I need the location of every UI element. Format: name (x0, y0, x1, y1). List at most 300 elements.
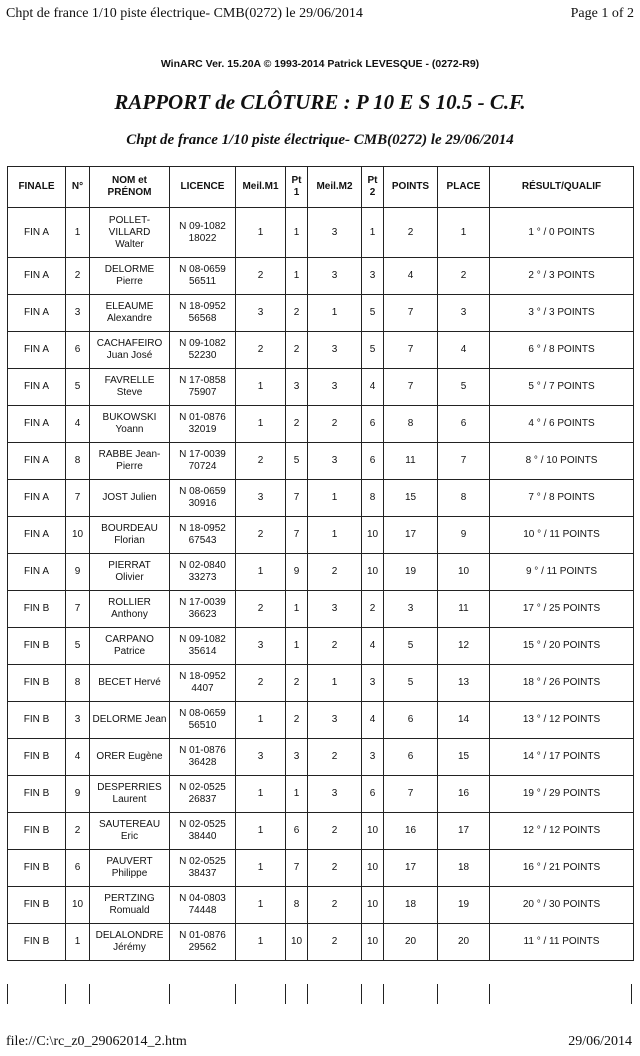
table-row (8, 665, 634, 702)
cell-name (90, 776, 170, 813)
col-header-pt2 (362, 167, 384, 208)
cell-result: 1 ° / 0 POINTS (490, 208, 634, 258)
table-header-row (8, 167, 634, 208)
cell-meil-m1: 2 (236, 591, 286, 628)
cell-licence (170, 406, 236, 443)
col-header-name-line2: PRÉNOM (107, 187, 152, 198)
cell-name (90, 850, 170, 887)
cell-licence-line: N 09-1082 (179, 338, 226, 349)
cell-licence (170, 208, 236, 258)
cell-pt1: 1 (286, 208, 308, 258)
cell-licence (170, 628, 236, 665)
cell-licence-line: 33273 (188, 572, 217, 583)
cell-points: 7 (384, 369, 438, 406)
cell-place: 5 (438, 369, 490, 406)
cell-pt2: 4 (362, 628, 384, 665)
cell-licence (170, 258, 236, 295)
cell-result: 14 ° / 17 POINTS (490, 739, 634, 776)
cell-meil-m1: 1 (236, 850, 286, 887)
cell-number: 8 (66, 443, 90, 480)
cell-meil-m1: 1 (236, 813, 286, 850)
cell-meil-m2: 3 (308, 702, 362, 739)
cell-number: 4 (66, 406, 90, 443)
report-title: RAPPORT de CLÔTURE : P 10 E S 10.5 - C.F. (114, 90, 526, 114)
cell-place: 18 (438, 850, 490, 887)
cell-licence (170, 517, 236, 554)
cell-pt2: 10 (362, 850, 384, 887)
cell-licence (170, 332, 236, 369)
cell-licence (170, 480, 236, 517)
cell-place: 12 (438, 628, 490, 665)
cell-name-line: PAUVERT (106, 856, 153, 867)
cell-result: 17 ° / 25 POINTS (490, 591, 634, 628)
cell-number: 5 (66, 369, 90, 406)
cell-name-line: Olivier (115, 572, 144, 583)
cell-meil-m2: 2 (308, 739, 362, 776)
cell-meil-m2: 2 (308, 554, 362, 591)
cell-points: 20 (384, 924, 438, 961)
cell-licence-line: N 02-0840 (179, 560, 226, 571)
cell-points: 18 (384, 887, 438, 924)
page-header-title: Chpt de france 1/10 piste électrique- CMB(0272) le 29/06/2014 (6, 6, 363, 21)
cell-licence-line: N 02-0525 (179, 782, 226, 793)
cell-name (90, 295, 170, 332)
table-row (8, 850, 634, 887)
cell-licence (170, 850, 236, 887)
cell-number: 6 (66, 850, 90, 887)
cell-licence-line: 56510 (188, 720, 217, 731)
cell-name-line: Walter (115, 238, 144, 250)
col-header-pt1 (286, 167, 308, 208)
cell-points: 17 (384, 517, 438, 554)
cell-meil-m2: 1 (308, 665, 362, 702)
cell-licence-line: 18022 (188, 232, 217, 244)
cell-result: 18 ° / 26 POINTS (490, 665, 634, 702)
cell-pt1: 9 (286, 554, 308, 591)
cell-licence-line: N 17-0039 (179, 597, 226, 608)
cell-result: 4 ° / 6 POINTS (490, 406, 634, 443)
cell-name-line: Eric (120, 831, 139, 842)
cell-licence-line: 36428 (188, 757, 217, 768)
cell-meil-m2: 3 (308, 332, 362, 369)
cell-place: 8 (438, 480, 490, 517)
cell-pt1: 1 (286, 591, 308, 628)
cell-result: 11 ° / 11 POINTS (490, 924, 634, 961)
cell-licence-line: N 17-0039 (179, 449, 226, 460)
col-header-number: N° (66, 167, 90, 208)
cell-result: 8 ° / 10 POINTS (490, 443, 634, 480)
cell-points: 8 (384, 406, 438, 443)
cell-finale: FIN A (8, 369, 66, 406)
cell-finale: FIN A (8, 480, 66, 517)
cell-licence-line: 4407 (191, 683, 214, 694)
cell-finale: FIN B (8, 665, 66, 702)
cell-result: 19 ° / 29 POINTS (490, 776, 634, 813)
cell-name-line: Romuald (109, 905, 150, 916)
cell-meil-m1: 2 (236, 665, 286, 702)
cell-points: 19 (384, 554, 438, 591)
cell-result: 6 ° / 8 POINTS (490, 332, 634, 369)
cell-name-line: Jérémy (113, 942, 146, 953)
cell-meil-m1: 1 (236, 369, 286, 406)
cell-meil-m1: 1 (236, 776, 286, 813)
cell-result: 5 ° / 7 POINTS (490, 369, 634, 406)
cell-pt1: 1 (286, 258, 308, 295)
cell-pt1: 8 (286, 887, 308, 924)
cell-licence (170, 813, 236, 850)
cell-points: 17 (384, 850, 438, 887)
cell-licence-line: N 18-0952 (179, 523, 226, 534)
cell-name-line: PERTZING (104, 893, 155, 904)
cell-number: 10 (66, 517, 90, 554)
cell-number: 3 (66, 702, 90, 739)
cell-licence-line: N 18-0952 (179, 671, 226, 682)
cell-meil-m1: 1 (236, 406, 286, 443)
cell-pt2: 5 (362, 332, 384, 369)
cell-pt1: 6 (286, 813, 308, 850)
cell-meil-m2: 3 (308, 443, 362, 480)
cell-points: 5 (384, 628, 438, 665)
cell-meil-m2: 3 (308, 369, 362, 406)
cell-number: 1 (66, 208, 90, 258)
cell-points: 7 (384, 776, 438, 813)
cell-name (90, 702, 170, 739)
cell-name-line: ORER Eugène (96, 751, 163, 762)
col-header-meil-m1: Meil.M1 (236, 167, 286, 208)
cell-licence-line: 67543 (188, 535, 217, 546)
cell-result: 13 ° / 12 POINTS (490, 702, 634, 739)
table-row (8, 208, 634, 258)
cell-name (90, 332, 170, 369)
cell-result: 7 ° / 8 POINTS (490, 480, 634, 517)
cell-name-line: BUKOWSKI (102, 412, 157, 423)
cell-licence-line: 70724 (188, 461, 217, 472)
cell-licence (170, 739, 236, 776)
cell-name-line: Steve (116, 387, 143, 398)
cell-meil-m2: 1 (308, 480, 362, 517)
cell-points: 15 (384, 480, 438, 517)
table-row (8, 554, 634, 591)
cell-licence-line: N 08-0659 (179, 486, 226, 497)
cell-pt2: 3 (362, 739, 384, 776)
cell-name-line: Yoann (115, 424, 144, 435)
cell-name (90, 591, 170, 628)
cell-licence (170, 591, 236, 628)
cell-name-line: CACHAFEIRO (96, 338, 163, 349)
cell-pt2: 10 (362, 887, 384, 924)
cell-licence-line: 29562 (188, 942, 217, 953)
cell-number: 6 (66, 332, 90, 369)
cell-points: 3 (384, 591, 438, 628)
col-header-pt1-b: 1 (293, 187, 300, 198)
cell-pt1: 7 (286, 480, 308, 517)
cell-result: 20 ° / 30 POINTS (490, 887, 634, 924)
cell-licence-line: 56511 (188, 276, 217, 287)
cell-place: 16 (438, 776, 490, 813)
table-row (8, 887, 634, 924)
cell-pt1: 5 (286, 443, 308, 480)
cell-meil-m1: 1 (236, 208, 286, 258)
cell-name (90, 369, 170, 406)
cell-name-line: POLLET- (108, 214, 151, 226)
cell-finale: FIN A (8, 208, 66, 258)
cell-name (90, 258, 170, 295)
table-row (8, 480, 634, 517)
cell-pt2: 3 (362, 258, 384, 295)
cell-name-line: RABBE Jean- (98, 449, 161, 460)
cell-meil-m2: 2 (308, 813, 362, 850)
cell-name (90, 517, 170, 554)
cell-name (90, 480, 170, 517)
cell-number: 2 (66, 258, 90, 295)
cell-finale: FIN B (8, 924, 66, 961)
cell-meil-m1: 1 (236, 554, 286, 591)
cell-licence-line: 74448 (188, 905, 217, 916)
cell-finale: FIN A (8, 332, 66, 369)
cell-finale: FIN A (8, 258, 66, 295)
table-row (8, 369, 634, 406)
cell-meil-m2: 1 (308, 295, 362, 332)
cell-place: 9 (438, 517, 490, 554)
results-table (7, 166, 634, 961)
cell-licence (170, 776, 236, 813)
page-number: Page 1 of 2 (570, 6, 634, 21)
cell-name-line: DESPERRIES (97, 782, 162, 793)
table-row (8, 591, 634, 628)
cell-number: 9 (66, 776, 90, 813)
cell-points: 11 (384, 443, 438, 480)
cell-pt2: 10 (362, 924, 384, 961)
cell-points: 5 (384, 665, 438, 702)
col-header-pt2-b: 2 (369, 187, 376, 198)
cell-number: 1 (66, 924, 90, 961)
cell-meil-m2: 2 (308, 850, 362, 887)
cell-place: 3 (438, 295, 490, 332)
cell-name (90, 443, 170, 480)
table-row (8, 628, 634, 665)
table-row (8, 295, 634, 332)
cell-number: 3 (66, 295, 90, 332)
cell-result: 15 ° / 20 POINTS (490, 628, 634, 665)
cell-place: 11 (438, 591, 490, 628)
cell-place: 7 (438, 443, 490, 480)
cell-finale: FIN A (8, 406, 66, 443)
cell-name-line: Pierre (116, 276, 143, 287)
cell-pt1: 2 (286, 332, 308, 369)
cell-finale: FIN A (8, 554, 66, 591)
cell-pt1: 2 (286, 702, 308, 739)
cell-meil-m1: 2 (236, 517, 286, 554)
cell-number: 5 (66, 628, 90, 665)
cell-meil-m1: 1 (236, 924, 286, 961)
cell-meil-m2: 3 (308, 258, 362, 295)
cell-licence-line: N 08-0659 (179, 708, 226, 719)
cell-place: 4 (438, 332, 490, 369)
cell-pt2: 10 (362, 554, 384, 591)
cell-licence-line: N 02-0525 (179, 819, 226, 830)
cell-meil-m1: 3 (236, 739, 286, 776)
cell-licence-line: 38437 (188, 868, 217, 879)
cell-meil-m2: 1 (308, 517, 362, 554)
cell-finale: FIN B (8, 628, 66, 665)
cell-meil-m1: 2 (236, 443, 286, 480)
cell-licence-line: 38440 (188, 831, 217, 842)
cell-result: 12 ° / 12 POINTS (490, 813, 634, 850)
cell-licence-line: N 01-0876 (179, 412, 226, 423)
cell-finale: FIN A (8, 517, 66, 554)
cell-name-line: DELORME Jean (92, 714, 167, 725)
cell-name-line: Juan José (106, 350, 153, 361)
cell-pt1: 7 (286, 517, 308, 554)
cell-name-line: CARPANO (105, 634, 154, 645)
cell-licence-line: N 09-1082 (179, 634, 226, 645)
cell-points: 16 (384, 813, 438, 850)
cell-place: 17 (438, 813, 490, 850)
table-row (8, 924, 634, 961)
cell-pt2: 8 (362, 480, 384, 517)
table-row (8, 739, 634, 776)
col-header-place: PLACE (438, 167, 490, 208)
cell-meil-m2: 2 (308, 406, 362, 443)
cell-pt2: 5 (362, 295, 384, 332)
cell-meil-m2: 3 (308, 591, 362, 628)
page-footer-date: 29/06/2014 (568, 1034, 632, 1049)
cell-result: 2 ° / 3 POINTS (490, 258, 634, 295)
cell-pt2: 10 (362, 813, 384, 850)
table-row (8, 258, 634, 295)
cell-finale: FIN B (8, 887, 66, 924)
cell-number: 7 (66, 591, 90, 628)
cell-licence-line: N 04-0803 (179, 893, 226, 904)
col-header-pt1-a: Pt (291, 175, 302, 186)
cell-number: 9 (66, 554, 90, 591)
cell-licence (170, 554, 236, 591)
cell-meil-m1: 2 (236, 332, 286, 369)
cell-licence-line: 36623 (188, 609, 217, 620)
cell-licence (170, 924, 236, 961)
cell-place: 10 (438, 554, 490, 591)
cell-name (90, 924, 170, 961)
cell-finale: FIN B (8, 702, 66, 739)
col-header-meil-m2: Meil.M2 (308, 167, 362, 208)
cell-meil-m2: 2 (308, 887, 362, 924)
cell-points: 7 (384, 332, 438, 369)
cell-name-line: Philippe (111, 868, 148, 879)
cell-name-line: ELEAUME (105, 301, 154, 312)
cell-licence (170, 702, 236, 739)
cell-name-line: FAVRELLE (104, 375, 155, 386)
cell-licence-line: 26837 (188, 794, 217, 805)
cell-name (90, 554, 170, 591)
cell-points: 6 (384, 702, 438, 739)
cell-name-line: Patrice (113, 646, 146, 657)
table-row (8, 406, 634, 443)
table-continuation (7, 984, 633, 1004)
cell-pt1: 2 (286, 406, 308, 443)
col-header-name-line1: NOM et (112, 175, 147, 186)
cell-number: 7 (66, 480, 90, 517)
cell-result: 9 ° / 11 POINTS (490, 554, 634, 591)
cell-licence-line: N 17-0858 (179, 375, 226, 386)
cell-finale: FIN B (8, 850, 66, 887)
cell-finale: FIN B (8, 739, 66, 776)
cell-name (90, 665, 170, 702)
cell-place: 6 (438, 406, 490, 443)
cell-place: 13 (438, 665, 490, 702)
cell-finale: FIN A (8, 295, 66, 332)
cell-name (90, 739, 170, 776)
cell-licence-line: N 02-0525 (179, 856, 226, 867)
table-row (8, 702, 634, 739)
report-subtitle: Chpt de france 1/10 piste électrique- CMB(0272) le 29/06/2014 (126, 132, 514, 148)
cell-pt2: 10 (362, 517, 384, 554)
col-header-points: POINTS (384, 167, 438, 208)
cell-name-line: SAUTEREAU (98, 819, 161, 830)
cell-licence (170, 443, 236, 480)
table-row (8, 332, 634, 369)
cell-meil-m2: 3 (308, 776, 362, 813)
cell-result: 16 ° / 21 POINTS (490, 850, 634, 887)
cell-pt1: 10 (286, 924, 308, 961)
cell-licence-line: N 01-0876 (179, 930, 226, 941)
cell-result: 3 ° / 3 POINTS (490, 295, 634, 332)
cell-pt2: 4 (362, 369, 384, 406)
cell-finale: FIN B (8, 813, 66, 850)
table-row (8, 813, 634, 850)
cell-place: 15 (438, 739, 490, 776)
cell-place: 2 (438, 258, 490, 295)
cell-pt2: 1 (362, 208, 384, 258)
cell-pt1: 7 (286, 850, 308, 887)
cell-place: 19 (438, 887, 490, 924)
cell-name-line: Anthony (111, 609, 148, 620)
cell-licence (170, 665, 236, 702)
cell-licence-line: N 09-1082 (179, 220, 226, 232)
cell-finale: FIN B (8, 776, 66, 813)
cell-points: 2 (384, 208, 438, 258)
cell-pt1: 1 (286, 628, 308, 665)
cell-licence-line: N 01-0876 (179, 745, 226, 756)
cell-name-line: JOST Julien (102, 492, 157, 503)
cell-name (90, 208, 170, 258)
cell-meil-m2: 3 (308, 208, 362, 258)
cell-name (90, 628, 170, 665)
col-header-name (90, 167, 170, 208)
cell-name-line: Florian (114, 535, 145, 546)
cell-licence-line: 30916 (188, 498, 217, 509)
cell-meil-m2: 2 (308, 628, 362, 665)
cell-points: 7 (384, 295, 438, 332)
cell-pt2: 6 (362, 443, 384, 480)
cell-name-line: DELALONDRE (95, 930, 164, 941)
col-header-pt2-a: Pt (367, 175, 378, 186)
cell-place: 14 (438, 702, 490, 739)
cell-licence-line: 52230 (188, 350, 217, 361)
cell-number: 10 (66, 887, 90, 924)
cell-licence-line: 75907 (188, 387, 217, 398)
cell-points: 6 (384, 739, 438, 776)
cell-name-line: ROLLIER (108, 597, 151, 608)
cell-licence-line: N 08-0659 (179, 264, 226, 275)
cell-meil-m1: 2 (236, 258, 286, 295)
cell-meil-m2: 2 (308, 924, 362, 961)
cell-pt2: 2 (362, 591, 384, 628)
cell-place: 20 (438, 924, 490, 961)
cell-pt1: 3 (286, 369, 308, 406)
cell-name-line: PIERRAT (108, 560, 151, 571)
cell-licence-line: N 18-0952 (179, 301, 226, 312)
cell-meil-m1: 3 (236, 295, 286, 332)
